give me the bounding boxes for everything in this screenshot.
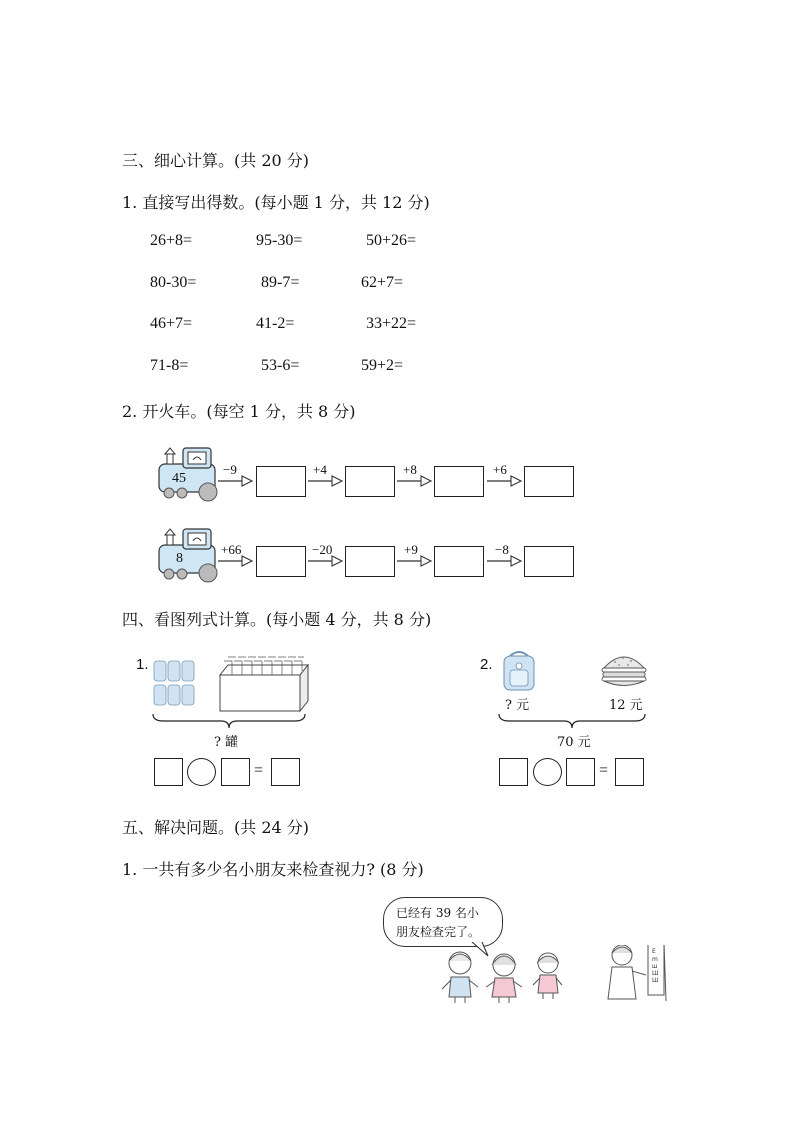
question-5-1-title: 1. 一共有多少名小朋友来检查视力? (8 分) (122, 860, 424, 879)
total-cans-label: ? 罐 (214, 735, 239, 750)
arrow-icon (218, 555, 254, 567)
arrow-icon (308, 555, 344, 567)
answer-box[interactable] (345, 466, 395, 497)
answer-box[interactable] (256, 546, 306, 577)
answer-box[interactable] (434, 546, 484, 577)
train-engine-icon (155, 444, 219, 502)
train-start-value: 8 (176, 551, 183, 566)
calc-item: 89-7= (261, 274, 300, 291)
train-op-label: −20 (312, 542, 333, 557)
answer-box[interactable] (221, 758, 250, 786)
calc-item: 62+7= (361, 274, 404, 291)
train-engine-icon (155, 525, 219, 583)
answer-box[interactable] (256, 466, 306, 497)
train-op-label: +66 (221, 542, 242, 557)
problem-number: 2. (480, 656, 493, 673)
answer-box[interactable] (524, 466, 574, 497)
answer-box[interactable] (154, 758, 183, 786)
calc-item: 33+22= (366, 315, 417, 332)
calc-item: 71-8= (150, 357, 189, 374)
answer-box[interactable] (499, 758, 528, 786)
train-start-value: 45 (172, 471, 186, 486)
speech-line: 朋友检查完了。 (396, 925, 481, 939)
calc-item: 46+7= (150, 315, 193, 332)
answer-box[interactable] (434, 466, 484, 497)
calc-item: 26+8= (150, 232, 193, 249)
equals-sign: = (599, 762, 609, 779)
svg-text:ш: ш (652, 963, 658, 970)
answer-box[interactable] (271, 758, 300, 786)
svg-text:E: E (652, 948, 656, 955)
speech-line: 已经有 39 名小 (396, 906, 479, 920)
train-op-label: +9 (404, 542, 418, 557)
operator-circle[interactable] (533, 758, 562, 786)
arrow-icon (308, 475, 344, 487)
calc-item: 95-30= (256, 232, 303, 249)
section-5-title: 五、解决问题。(共 24 分) (122, 818, 310, 837)
answer-box[interactable] (345, 546, 395, 577)
operator-circle[interactable] (187, 758, 216, 786)
hamburger-icon (599, 650, 649, 690)
calc-item: 80-30= (150, 274, 197, 291)
train-op-label: −8 (495, 542, 509, 557)
train-op-label: +6 (493, 462, 507, 477)
train-op-label: +8 (403, 462, 417, 477)
question-1-title: 1. 直接写出得数。(每小题 1 分，共 12 分) (122, 193, 430, 212)
equals-sign: = (254, 762, 264, 779)
calc-item: 41-2= (256, 315, 295, 332)
train-op-label: +4 (313, 462, 327, 477)
calc-item: 53-6= (261, 357, 300, 374)
answer-box[interactable] (566, 758, 595, 786)
arrow-icon (487, 475, 523, 487)
arrow-icon (397, 475, 433, 487)
answer-box[interactable] (615, 758, 644, 786)
children-and-doctor-illustration (434, 945, 674, 1007)
brace-icon (497, 712, 647, 732)
cans-icon (150, 655, 310, 717)
svg-text:m: m (652, 956, 658, 963)
price-label: 12 元 (609, 698, 643, 713)
arrow-icon (218, 475, 254, 487)
backpack-icon (498, 648, 540, 692)
section-4-title: 四、看图列式计算。(每小题 4 分，共 8 分) (122, 610, 432, 629)
section-3-title: 三、细心计算。(共 20 分) (122, 151, 310, 170)
question-2-title: 2. 开火车。(每空 1 分，共 8 分) (122, 402, 356, 421)
calc-item: 50+26= (366, 232, 417, 249)
brace-icon (151, 712, 307, 732)
calc-item: 59+2= (361, 357, 404, 374)
train-op-label: −9 (223, 462, 237, 477)
svg-text:Ш: Ш (652, 977, 659, 984)
problem-number: 1. (136, 656, 149, 673)
speech-bubble (383, 897, 503, 947)
unknown-price-label: ? 元 (505, 698, 530, 713)
answer-box[interactable] (524, 546, 574, 577)
arrow-icon (487, 555, 523, 567)
svg-text:Ш: Ш (652, 970, 659, 977)
arrow-icon (397, 555, 433, 567)
total-price-label: 70 元 (557, 735, 591, 750)
